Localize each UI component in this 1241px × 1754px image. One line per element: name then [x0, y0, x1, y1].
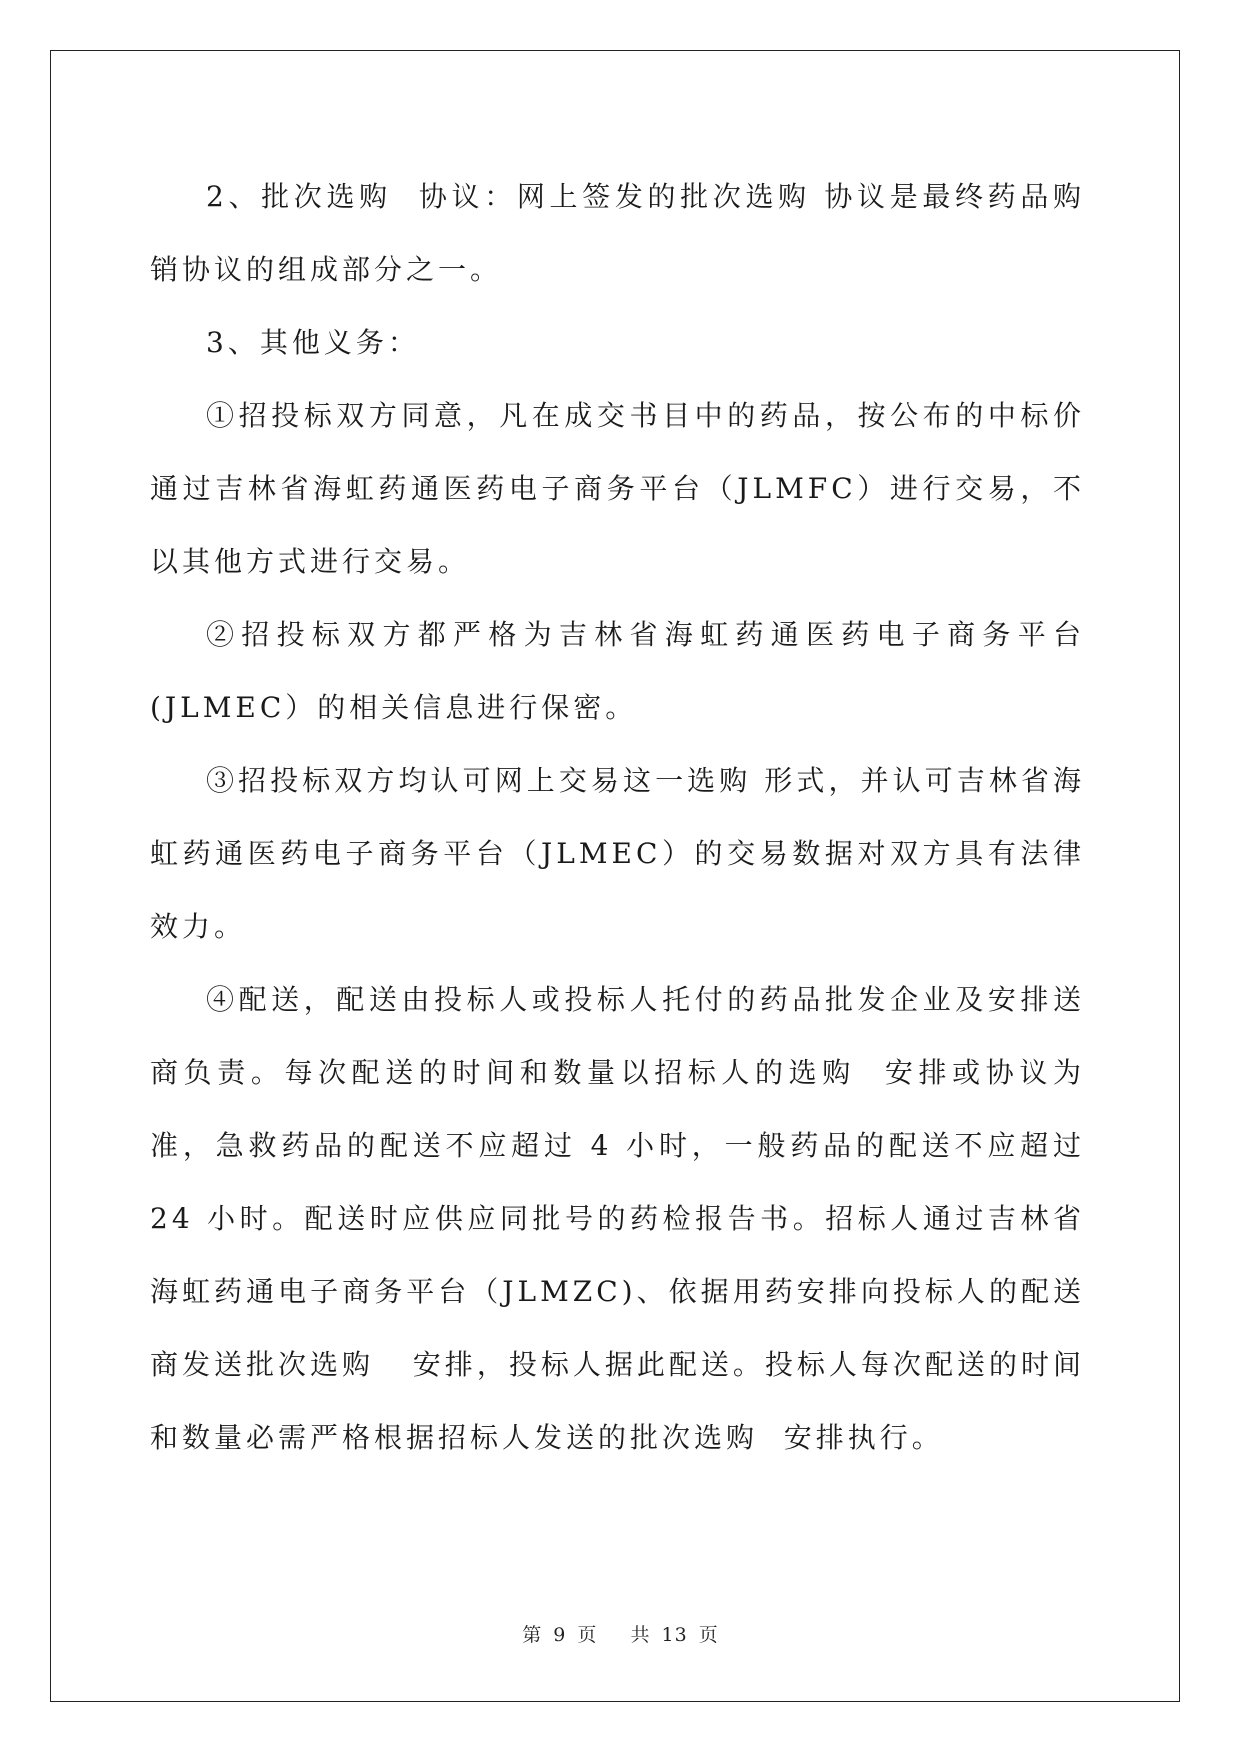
page-number-label: 第 9 页 共 13 页 — [522, 1624, 719, 1646]
paragraph-obligation-4: ④配送，配送由投标人或投标人托付的药品批发企业及安排送商负责。每次配送的时间和数量以招标人的选购 安排或协议为准，急救药品的配送不应超过 4 小时，一般药品的配送不应超过 24 小时。配送时应供应同批号的药检报告书。招标人通过吉林省海虹药通电子商务平台（JLMZC)、依据用药安排向投标人的配送商发送批次选购 安排，投标人据此配送。投标人每次配送的时间和数量必需严格根据招标人发送的批次选购 安排执行。 — [150, 983, 1098, 1454]
paragraph-obligation-3: ③招投标双方均认可网上交易这一选购 形式，并认可吉林省海虹药通医药电子商务平台（JLMEC）的交易数据对双方具有法律效力。 — [150, 764, 1085, 943]
page-footer — [0, 1620, 1241, 1647]
paragraph-other-obligations-heading: 3、其他义务： — [206, 326, 420, 359]
paragraph-batch-purchase-agreement: 2、批次选购 协议：网上签发的批次选购 协议是最终药品购销协议的组成部分之一。 — [150, 180, 1085, 286]
document-body — [150, 160, 1098, 1474]
paragraph-obligation-1: ①招投标双方同意，凡在成交书目中的药品，按公布的中标价通过吉林省海虹药通医药电子商务平台（JLMFC）进行交易，不以其他方式进行交易。 — [150, 399, 1085, 578]
paragraph-obligation-2: ②招投标双方都严格为吉林省海虹药通医药电子商务平台(JLMEC）的相关信息进行保密。 — [150, 618, 1085, 724]
